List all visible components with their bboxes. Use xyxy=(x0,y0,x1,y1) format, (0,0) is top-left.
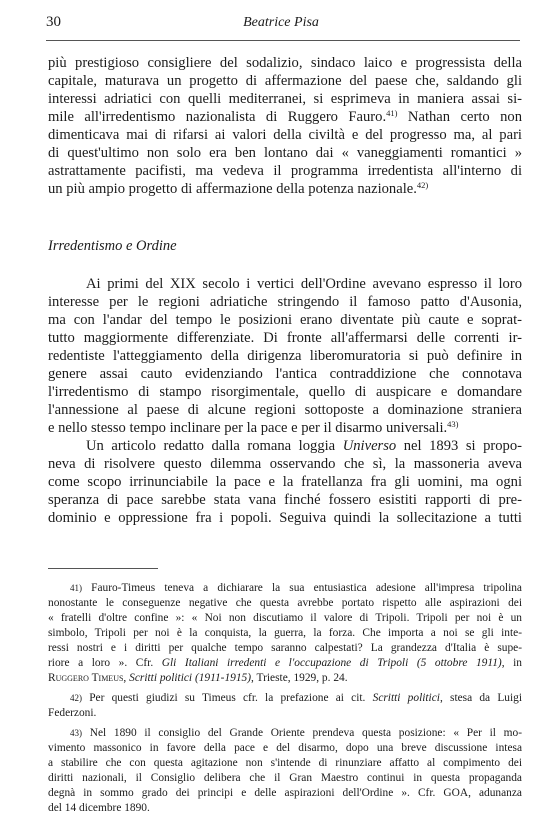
note-reference: 42) xyxy=(416,180,429,190)
body-line: l'irredentismo di stampo risorgimentale, quello di auspicare e domandare xyxy=(48,384,522,400)
body-line: dimenticava mai di rifarsi ai valori della civiltà e del progresso ma, al pari xyxy=(48,127,522,143)
footnote-text: , in xyxy=(501,657,522,669)
footnote-line: diritti nazionali, il Consiglio delibera che il Gran Maestro continui in questa propaganda xyxy=(48,772,522,784)
body-line: speranza di pace sarebbe stata vana finché fossero esistiti rapporti di pre- xyxy=(48,492,522,508)
body-line xyxy=(86,437,522,455)
body-line xyxy=(48,180,522,198)
body-text: e nello stesso tempo inclinare per la pace e per il disarmo universali. xyxy=(48,420,448,436)
note-reference: 43) xyxy=(447,419,459,429)
footnote-text: Nel 1890 il consiglio del Grande Oriente prendeva questa posizione: « Per il mo- xyxy=(89,727,522,739)
body-line: Ai primi del XIX secolo i vertici dell'Ordine avevano espresso il loro xyxy=(86,276,522,292)
body-line xyxy=(48,419,522,437)
body-line xyxy=(48,108,522,126)
header-rule xyxy=(46,40,520,41)
page-number: 30 xyxy=(46,14,61,30)
footnote-line: Federzoni. xyxy=(48,707,97,719)
section-title: Irredentismo e Ordine xyxy=(48,238,177,254)
body-line: neva di risolvere questo dilemma osservando che sì, la massoneria aveva xyxy=(48,456,522,472)
footnote-line: nonostante le conseguenze negative che questa avrebbe portato rispetto alle aspirazioni dei xyxy=(48,597,522,609)
body-line: capitale, maturava un progetto di affermazione del paese che, saldando gli xyxy=(48,73,522,89)
body-text: Un articolo redatto dalla romana loggia xyxy=(86,438,336,454)
running-title: Beatrice Pisa xyxy=(243,15,319,30)
body-line: come scopo irrinunciabile la pace e la fratellanza fra gli uomini, ma ogni xyxy=(48,474,522,490)
cited-title: Scritti politici (1911-1915) xyxy=(129,672,252,684)
body-line: genere assai cauto evidenziando l'antica contraddizione che connotava xyxy=(48,366,522,382)
footnote-line: vimento massonico in favore della pace e del disarmo, dopo una breve discussione intesa xyxy=(48,742,522,754)
footnote-line: del 14 dicembre 1890. xyxy=(48,802,150,814)
footnote-line: « fratelli d'oltre confine »: « Noi non discutiamo il valore di Tripoli. Tripoli per noi è un xyxy=(48,612,522,624)
footnote-line: simbolo, Tripoli per noi è la conquista, la guerra, la forza. Che importa a noi se gli inte- xyxy=(48,627,522,639)
body-text: nel 1893 si propo- xyxy=(403,438,522,454)
footnote-text: , stesa da Luigi xyxy=(439,692,522,704)
cited-author: Ruggero Timeus xyxy=(48,672,124,684)
footnote-line xyxy=(48,656,522,671)
footnote-line xyxy=(48,671,522,686)
footnote-text: Fauro-Timeus teneva a dichiarare la sua entusiastica adesione all'impresa tripolina xyxy=(91,582,522,594)
body-line: ma con l'andar del tempo le posizioni erano diventate più caute e soprat- xyxy=(48,312,522,328)
cited-title: Scritti politici xyxy=(372,692,440,704)
footnote-line xyxy=(70,581,522,596)
footnote-text: riore a loro ». Cfr. xyxy=(48,657,154,669)
footnote-text: , xyxy=(123,672,127,684)
body-line: dominio e oppressione fra i popoli. Seguiva quindi la sollecitazione a tutti xyxy=(48,510,522,526)
body-text: Nathan certo non xyxy=(407,109,522,125)
body-line: interessi adriatici con quelli mediterranei, si esprimeva in maniera assai si- xyxy=(48,91,522,107)
note-reference: 41) xyxy=(386,108,398,118)
footnote-mark: 42) xyxy=(70,693,82,703)
lodge-name: Universo xyxy=(342,438,397,454)
body-line: astrattamente pacifisti, ma vedeva il programma irredentista all'interno di xyxy=(48,163,522,179)
body-line: tutto maggiormente differenziate. Di fronte all'affermarsi delle correnti ir- xyxy=(48,330,522,346)
body-line: di quest'ultimo non solo era ben lontano dai « vaneggiamenti romantici » xyxy=(48,145,522,161)
footnote-line xyxy=(70,691,522,706)
footnote-line xyxy=(70,726,522,741)
body-text: mile all'irredentismo nazionalista di Ruggero Fauro. xyxy=(48,109,387,125)
page-header xyxy=(46,14,516,36)
body-line: interesse per le regioni adriatiche stringendo il famoso patto d'Ausonia, xyxy=(48,294,522,310)
cited-title: Gli Italiani irredenti e l'occupazione di Tripoli (5 ottobre 1911) xyxy=(161,657,502,669)
footnote-text: Per questi giudizi su Timeus cfr. la prefazione ai cit. xyxy=(89,692,366,704)
body-line: l'annessione al paese di alcune regioni sottoposte a dominazione straniera xyxy=(48,402,522,418)
body-line: redentiste l'atteggiamento della dirigenza liberomuratoria si può definire in xyxy=(48,348,522,364)
body-line: più prestigioso consigliere del sodalizio, sindaco laico e progressista della xyxy=(48,55,522,71)
footnote-line: a stabilire che con questa agitazione non s'intende di rinunziare affatto al compimento dei xyxy=(48,757,522,769)
footnote-mark: 43) xyxy=(70,728,82,738)
footnote-text: , Trieste, 1929, p. 24. xyxy=(251,672,348,684)
footnote-mark: 41) xyxy=(70,583,82,593)
footnote-line: ressi nostri e i diritti per qualche tempo saranno calpestati? La grandezza d'Italia è supe- xyxy=(48,642,522,654)
body-text: un più ampio progetto di affermazione della potenza nazionale. xyxy=(48,181,417,197)
footnote-line: degnà in sommo grado dei principi e delle aspirazioni dell'Ordine ». Cfr. GOA, adunanza xyxy=(48,787,522,799)
footnote-rule xyxy=(48,568,158,569)
